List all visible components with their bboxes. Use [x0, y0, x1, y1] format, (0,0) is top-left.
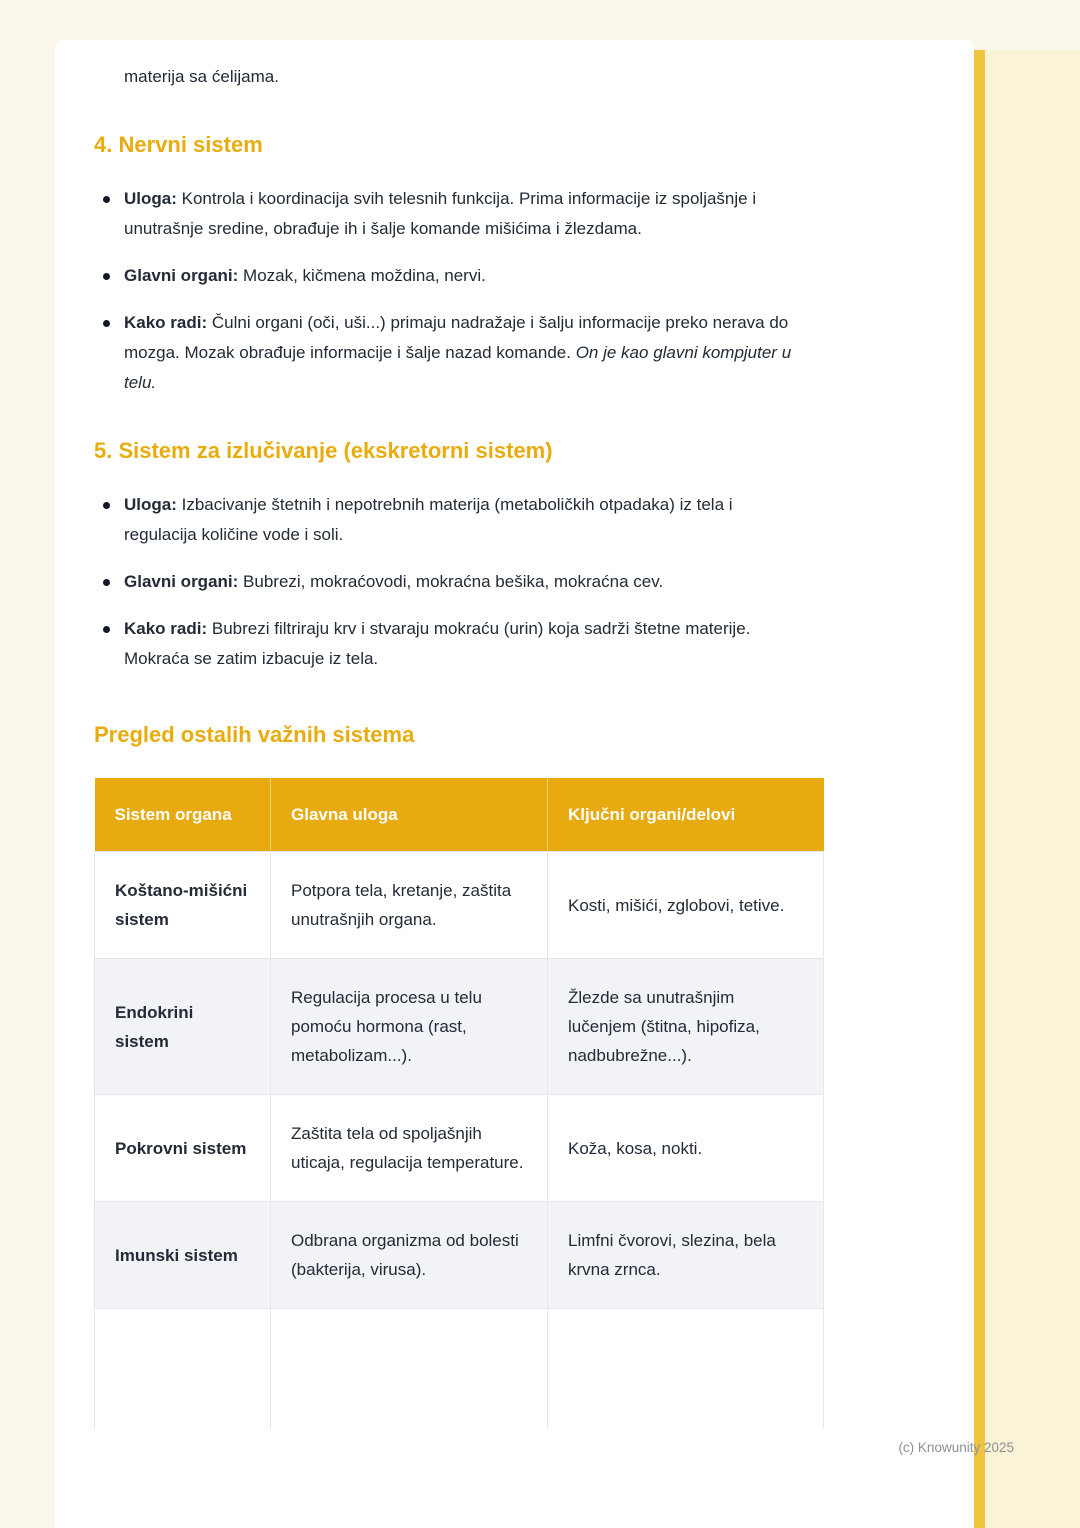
table-cell-role: Odbrana organizma od bolesti (bakterija, virusa).: [271, 1202, 548, 1309]
list-item: [94, 184, 806, 244]
table-header-row: [95, 778, 824, 852]
table-cell-system: Imunski sistem: [95, 1202, 271, 1309]
side-panel: [985, 50, 1080, 1528]
table-header-cell-role: Glavna uloga: [271, 778, 548, 852]
table-cell-organs: Koža, kosa, nokti.: [548, 1095, 824, 1202]
table-row: [95, 1095, 824, 1202]
bullet-text: Čulni organi (oči, uši...) primaju nadražaje i šalju informacije preko nerava do mozga. Mozak obrađuje informacije i šalje nazad komande.: [124, 313, 789, 362]
bullet-text: Izbacivanje štetnih i nepotrebnih materija (metaboličkih otpadaka) iz tela i regulacija količine vode i soli.: [124, 495, 733, 544]
bullet-text: Mozak, kičmena moždina, nervi.: [243, 266, 486, 285]
bullet-marker: [103, 273, 110, 280]
bullet-label: Uloga:: [124, 495, 177, 514]
table-row: [95, 852, 824, 959]
bullet-text: Bubrezi, mokraćovodi, mokraćna bešika, mokraćna cev.: [243, 572, 664, 591]
bullet-text: Bubrezi filtriraju krv i stvaraju mokraću (urin) koja sadrži štetne materije. Mokraća se zatim izbacuje iz tela.: [124, 619, 751, 668]
table-header-cell-system: Sistem organa: [95, 778, 271, 852]
bullet-text: Kontrola i koordinacija svih telesnih funkcija. Prima informacije iz spoljašnje i unutrašnje sredine, obrađuje ih i šalje komande mišićima i žlezdama.: [124, 189, 757, 238]
copyright-note: (c) Knowunity 2025: [898, 1440, 1014, 1455]
table-cell-system: Endokrini sistem: [95, 959, 271, 1095]
section-title: 5. Sistem za izlučivanje (ekskretorni sistem): [94, 438, 553, 463]
bullet-list: [94, 490, 806, 674]
table-cell-organs: Žlezde sa unutrašnjim lučenjem (štitna, hipofiza, nadbubrežne...).: [548, 959, 824, 1095]
list-item: [94, 261, 806, 291]
section-nervni-sistem: [94, 130, 863, 398]
bullet-marker: [103, 320, 110, 327]
document-content: [55, 40, 863, 1429]
table-cell-system: [95, 1309, 271, 1429]
table-header-cell-organs: Ključni organi/delovi: [548, 778, 824, 852]
bullet-label: Glavni organi:: [124, 266, 239, 285]
bullet-label: Uloga:: [124, 189, 177, 208]
table-cell-role: Potpora tela, kretanje, zaštita unutrašnjih organa.: [271, 852, 548, 959]
bullet-marker: [103, 502, 110, 509]
bullet-label: Kako radi:: [124, 619, 208, 638]
systems-table: [94, 778, 824, 1429]
list-item: [94, 614, 806, 674]
table-cell-organs: Kosti, mišići, zglobovi, tetive.: [548, 852, 824, 959]
table-section-title: Pregled ostalih važnih sistema: [94, 722, 415, 747]
accent-stripe: [974, 50, 985, 1528]
bullet-marker: [103, 579, 110, 586]
table-row: [95, 1202, 824, 1309]
table-cell-role: Regulacija procesa u telu pomoću hormona (rast, metabolizam...).: [271, 959, 548, 1095]
table-cell-organs: Limfni čvorovi, slezina, bela krvna zrnca.: [548, 1202, 824, 1309]
table-row: [95, 959, 824, 1095]
list-item: [94, 490, 806, 550]
section-title: 4. Nervni sistem: [94, 132, 263, 157]
table-cell-role: Zaštita tela od spoljašnjih uticaja, regulacija temperature.: [271, 1095, 548, 1202]
bullet-marker: [103, 196, 110, 203]
bullet-italic-note: On je kao glavni kompjuter u telu.: [124, 343, 792, 392]
section-ekskretorni-sistem: [94, 436, 863, 674]
table-cell-organs: [548, 1309, 824, 1429]
list-item: [94, 567, 806, 597]
intro-text-fragment: materija sa ćelijama.: [124, 67, 279, 86]
table-cell-role: [271, 1309, 548, 1429]
bullet-label: Kako radi:: [124, 313, 208, 332]
bullet-marker: [103, 626, 110, 633]
bullet-list: [94, 184, 806, 398]
table-cell-system: Koštano-mišićni sistem: [95, 852, 271, 959]
list-item: [94, 308, 806, 398]
document-card: [55, 40, 975, 1528]
bullet-label: Glavni organi:: [124, 572, 239, 591]
table-cell-system: Pokrovni sistem: [95, 1095, 271, 1202]
table-row: [95, 1309, 824, 1429]
